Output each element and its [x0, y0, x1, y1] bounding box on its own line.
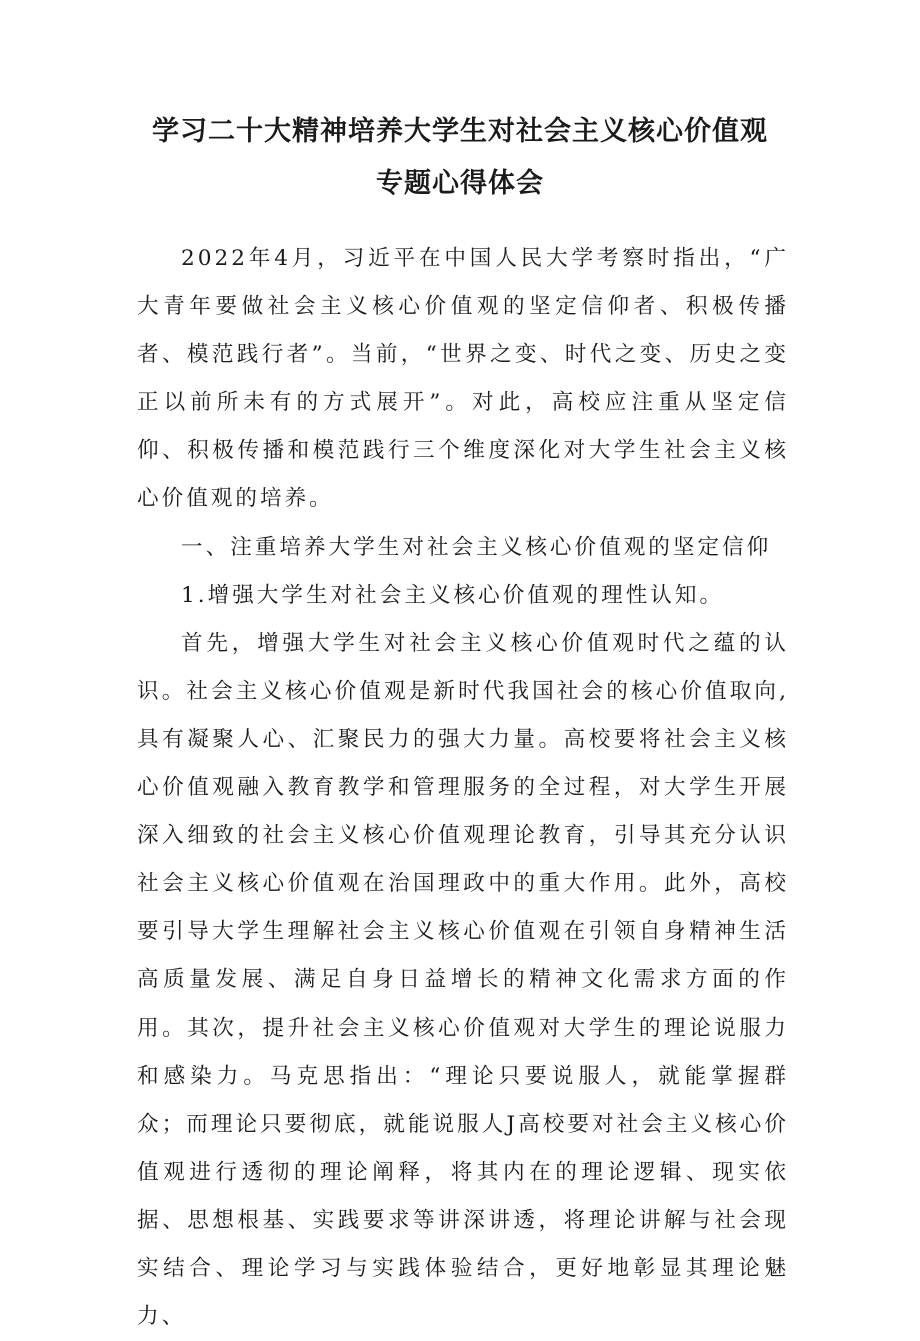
- subsection-1-heading: 1.增强大学生对社会主义核心价值观的理性认知。: [181, 582, 725, 608]
- body-paragraph: 首先，增强大学生对社会主义核心价值观时代之蕴的认识。社会主义核心价值观是新时代我国社会的核心价值取向,具有凝聚人心、汇聚民力的强大力量。高校要将社会主义核心价值观融入教育教学和管理服务的全过程，对大学生开展深入细致的社会主义核心价值观理论教育，引导其充分认识社会主义核心价值观在治国理政中的重大作用。此外，高校要引导大学生理解社会主义核心价值观在引领自身精神生活高质量发展、满足自身日益增长的精神文化需求方面的作用。其次，提升社会主义核心价值观对大学生的理论说服力和感染力。马克思指出：“理论只要说服人，就能掌握群众；而理论只要彻底，就能说服人J高校要对社会主义核心价值观进行透彻的理论阐释，将其内在的理论逻辑、现实依据、思想根基、实践要求等讲深讲透，将理论讲解与社会现实结合、理论学习与实践体验结合，更好地彰显其理论魅力、: [137, 630, 789, 1330]
- document-title-line-2: 专题心得体会: [376, 168, 544, 199]
- document-title-line-1: 学习二十大精神培养大学生对社会主义核心价值观: [152, 116, 768, 147]
- intro-paragraph: 2022年4月，习近平在中国人民大学考察时指出，“广大青年要做社会主义核心价值观的坚定信仰者、积极传播者、模范践行者”。当前，“世界之变、时代之变、历史之变正以前所未有的方式展开”。对此，高校应注重从坚定信仰、积极传播和模范践行三个维度深化对大学生社会主义核心价值观的培养。: [137, 246, 789, 512]
- document-body: [137, 235, 789, 1341]
- section-1-heading: 一、注重培养大学生对社会主义核心价值观的坚定信仰: [181, 534, 772, 560]
